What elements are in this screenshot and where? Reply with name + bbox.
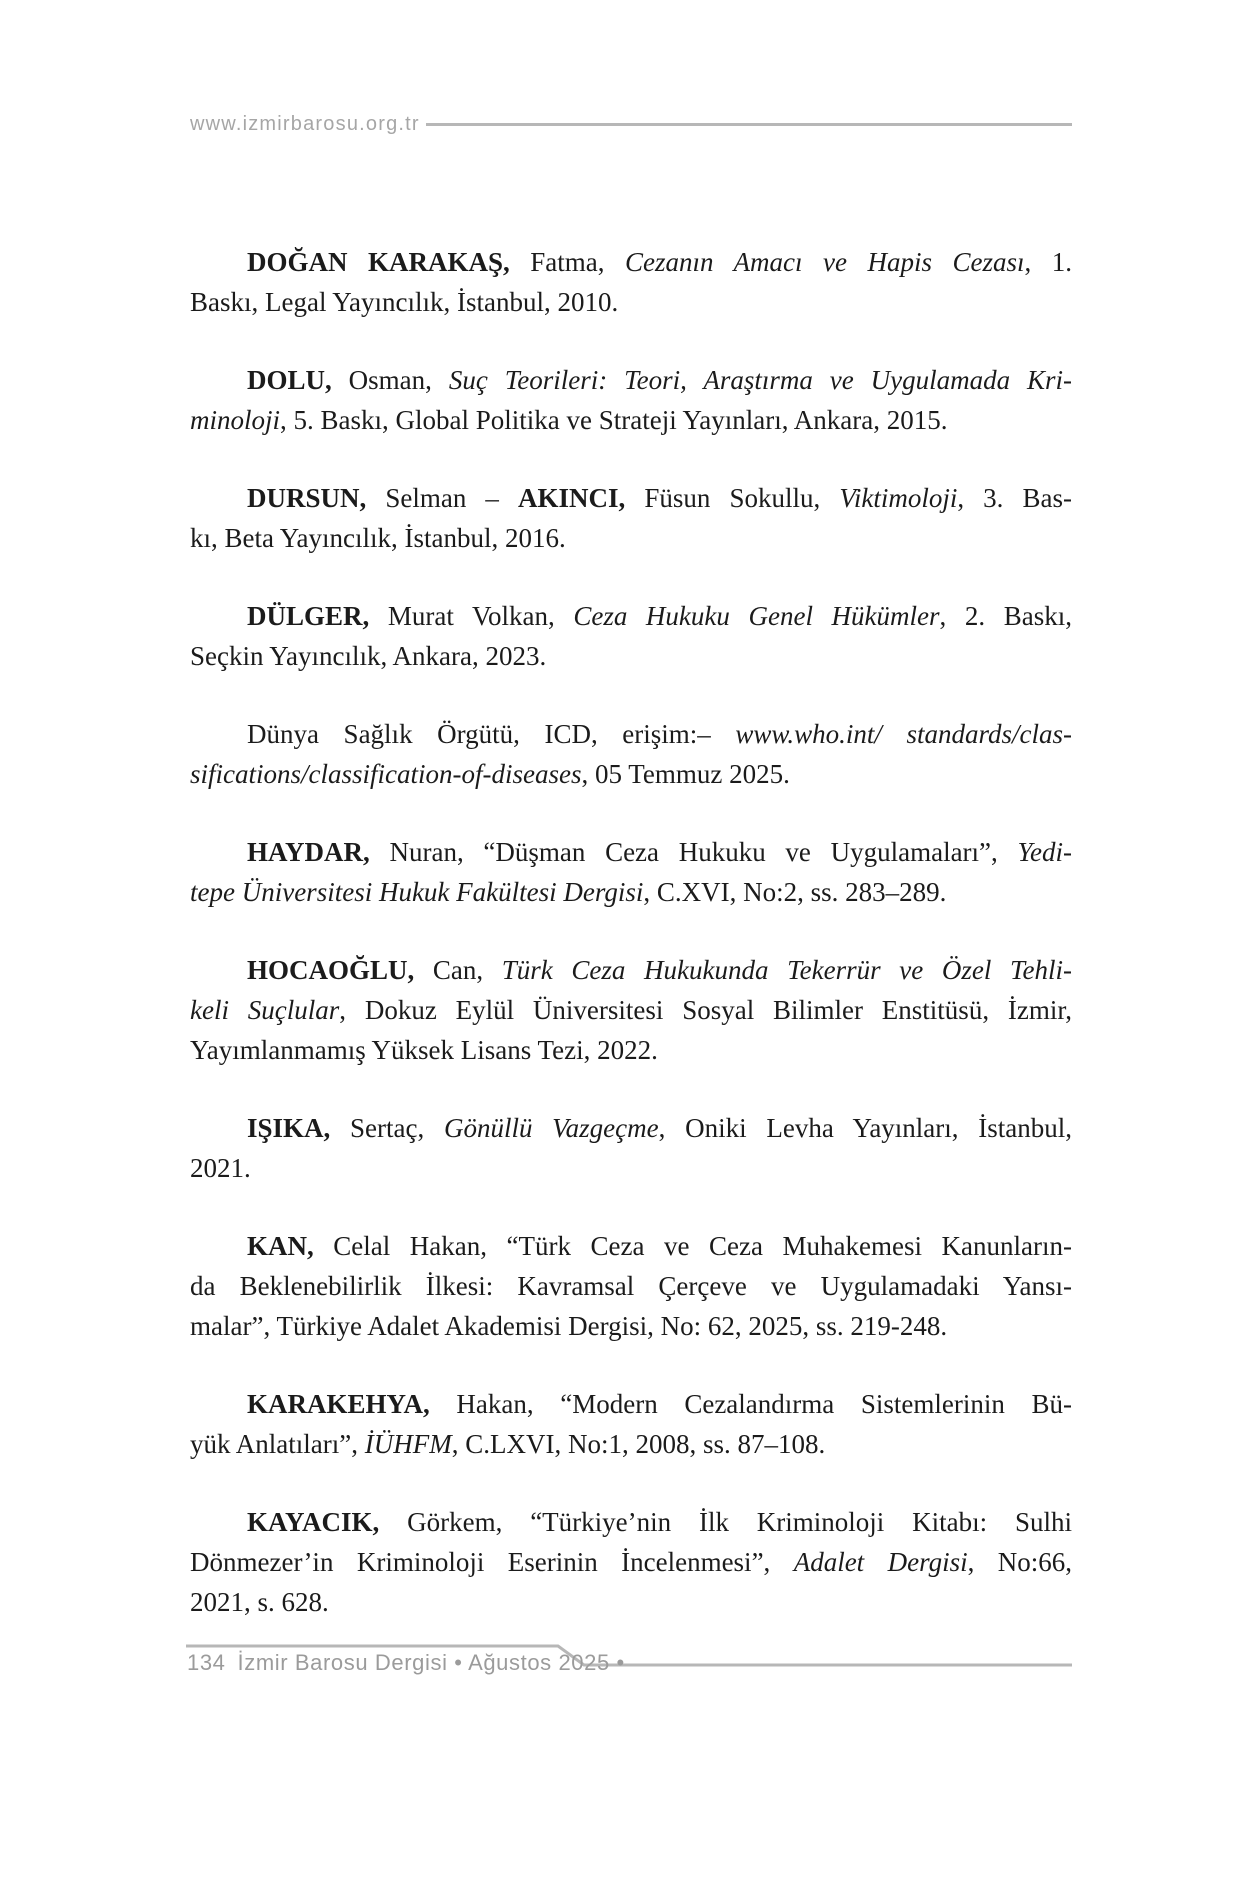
work-title-text: www.who.int/ standards/clas- [735, 719, 1072, 749]
bibliography-line [190, 1306, 1072, 1346]
work-title-text: Gönüllü Vazgeçme [443, 1113, 659, 1143]
citation-text: Can, [432, 955, 502, 985]
citation-text: Görkem, “Türkiye’nin İlk Kriminoloji Kitabı: Sulhi [407, 1507, 1072, 1537]
author-name-text: HOCAOĞLU, [247, 955, 433, 985]
bibliography-line [190, 518, 1072, 558]
bibliography-line [190, 596, 1072, 636]
citation-text: , 2. Baskı, [939, 601, 1072, 631]
bibliography-entry [190, 1502, 1072, 1622]
bibliography-line [190, 832, 1072, 872]
work-title-text: İÜHFM [364, 1429, 452, 1459]
bibliography-entry [190, 832, 1072, 912]
bibliography-entry [190, 360, 1072, 440]
work-title-text: sifications/classification-of-diseases [190, 759, 582, 789]
bibliography-line [190, 242, 1072, 282]
bibliography-line [190, 714, 1072, 754]
bibliography-line [190, 1582, 1072, 1622]
bibliography-line [190, 1424, 1072, 1464]
bibliography-line [190, 1542, 1072, 1582]
author-name-text: KAN, [247, 1231, 334, 1261]
work-title-text: Yedi- [1017, 837, 1072, 867]
author-name-text: KAYACIK, [247, 1507, 408, 1537]
work-title-text: Türk Ceza Hukukunda Tekerrür ve Özel Tehli- [501, 955, 1072, 985]
work-title-text: Ceza Hukuku Genel Hükümler [573, 601, 940, 631]
citation-text: Hakan, “Modern Cezalandırma Sistemlerinin Bü- [456, 1389, 1072, 1419]
page-footer [187, 1650, 625, 1676]
citation-text: Seçkin Yayıncılık, Ankara, 2023. [190, 641, 547, 671]
work-title-text: Adalet Dergisi [793, 1547, 968, 1577]
bibliography-entry [190, 478, 1072, 558]
bibliography-entry [190, 596, 1072, 676]
work-title-text: tepe Üniversitesi Hukuk Fakültesi Dergisi [190, 877, 644, 907]
citation-text: Sertaç, [350, 1113, 444, 1143]
citation-text: Murat Volkan, [387, 601, 574, 631]
citation-text: Dönmezer’in Kriminoloji Eserinin İncelenmesi”, [190, 1547, 794, 1577]
citation-text: Celal Hakan, “Türk Ceza ve Ceza Muhakemesi Kanunların- [333, 1231, 1072, 1261]
footer-page-number: 134 [187, 1650, 226, 1675]
work-title-text: Viktimoloji [839, 483, 958, 513]
bibliography-line [190, 1384, 1072, 1424]
bibliography-line [190, 360, 1072, 400]
citation-text: Dünya Sağlık Örgütü, ICD, erişim:– [247, 719, 736, 749]
bibliography-entry [190, 1108, 1072, 1188]
bibliography-line [190, 872, 1072, 912]
bibliography-line [190, 636, 1072, 676]
citation-text: , C.XVI, No:2, ss. 283–289. [643, 877, 947, 907]
bibliography-entry [190, 714, 1072, 794]
author-name-text: HAYDAR, [247, 837, 390, 867]
bibliography-line [190, 1266, 1072, 1306]
footer-journal-info: İzmir Barosu Dergisi • Ağustos 2025 • [237, 1650, 625, 1675]
bibliography-line [190, 754, 1072, 794]
bibliography-line [190, 1030, 1072, 1070]
citation-text: Baskı, Legal Yayıncılık, İstanbul, 2010. [190, 287, 619, 317]
bibliography-line [190, 1148, 1072, 1188]
page-header [190, 110, 1072, 138]
bibliography-line [190, 1502, 1072, 1542]
work-title-text: Cezanın Amacı ve Hapis Cezası [625, 247, 1025, 277]
citation-text: , Dokuz Eylül Üniversitesi Sosyal Bilimler Enstitüsü, İzmir, [339, 995, 1073, 1025]
author-name-text: IŞIKA, [247, 1113, 351, 1143]
citation-text: Fatma, [530, 247, 626, 277]
citation-text: yük Anlatıları”, [190, 1429, 365, 1459]
citation-text: , 05 Temmuz 2025. [581, 759, 790, 789]
bibliography-line [190, 400, 1072, 440]
citation-text: Nuran, “Düşman Ceza Hukuku ve Uygulamaları”, [389, 837, 1018, 867]
bibliography [190, 242, 1072, 1622]
citation-text: Yayımlanmamış Yüksek Lisans Tezi, 2022. [190, 1035, 658, 1065]
citation-text: 2021, s. 628. [190, 1587, 329, 1617]
bibliography-line [190, 1108, 1072, 1148]
citation-text: kı, Beta Yayıncılık, İstanbul, 2016. [190, 523, 566, 553]
bibliography-line [190, 990, 1072, 1030]
author-name-text: DOLU, [247, 365, 349, 395]
author-name-text: DÜLGER, [247, 601, 388, 631]
citation-text: Selman – [385, 483, 519, 513]
citation-text: malar”, Türkiye Adalet Akademisi Dergisi, No: 62, 2025, ss. 219-248. [190, 1311, 948, 1341]
bibliography-line [190, 1226, 1072, 1266]
bibliography-line [190, 282, 1072, 322]
bibliography-line [190, 950, 1072, 990]
citation-text: Osman, [348, 365, 449, 395]
citation-text: , 5. Baskı, Global Politika ve Strateji Yayınları, Ankara, 2015. [280, 405, 948, 435]
citation-text: , No:66, [967, 1547, 1072, 1577]
citation-text: , 1. [1024, 247, 1072, 277]
bibliography-entry [190, 1226, 1072, 1346]
header-rule-line [426, 123, 1072, 126]
work-title-text: keli Suçlular [190, 995, 340, 1025]
citation-text: Füsun Sokullu, [644, 483, 840, 513]
bibliography-entry [190, 1384, 1072, 1464]
citation-text: , 3. Bas- [957, 483, 1073, 513]
bibliography-entry [190, 242, 1072, 322]
author-name-text: AKINCI, [518, 483, 645, 513]
citation-text: 2021. [190, 1153, 251, 1183]
author-name-text: DOĞAN KARAKAŞ, [247, 247, 531, 277]
bibliography-entry [190, 950, 1072, 1070]
citation-text: , Oniki Levha Yayınları, İstanbul, [658, 1113, 1072, 1143]
bibliography-line [190, 478, 1072, 518]
citation-text: , C.LXVI, No:1, 2008, ss. 87–108. [451, 1429, 826, 1459]
author-name-text: DURSUN, [247, 483, 386, 513]
journal-website-url: www.izmirbarosu.org.tr [190, 112, 420, 135]
author-name-text: KARAKEHYA, [247, 1389, 457, 1419]
work-title-text: Suç Teorileri: Teori, Araştırma ve Uygulamada Kri- [448, 365, 1072, 395]
citation-text: da Beklenebilirlik İlkesi: Kavramsal Çerçeve ve Uygulamadaki Yansı- [190, 1271, 1072, 1301]
work-title-text: minoloji [190, 405, 281, 435]
